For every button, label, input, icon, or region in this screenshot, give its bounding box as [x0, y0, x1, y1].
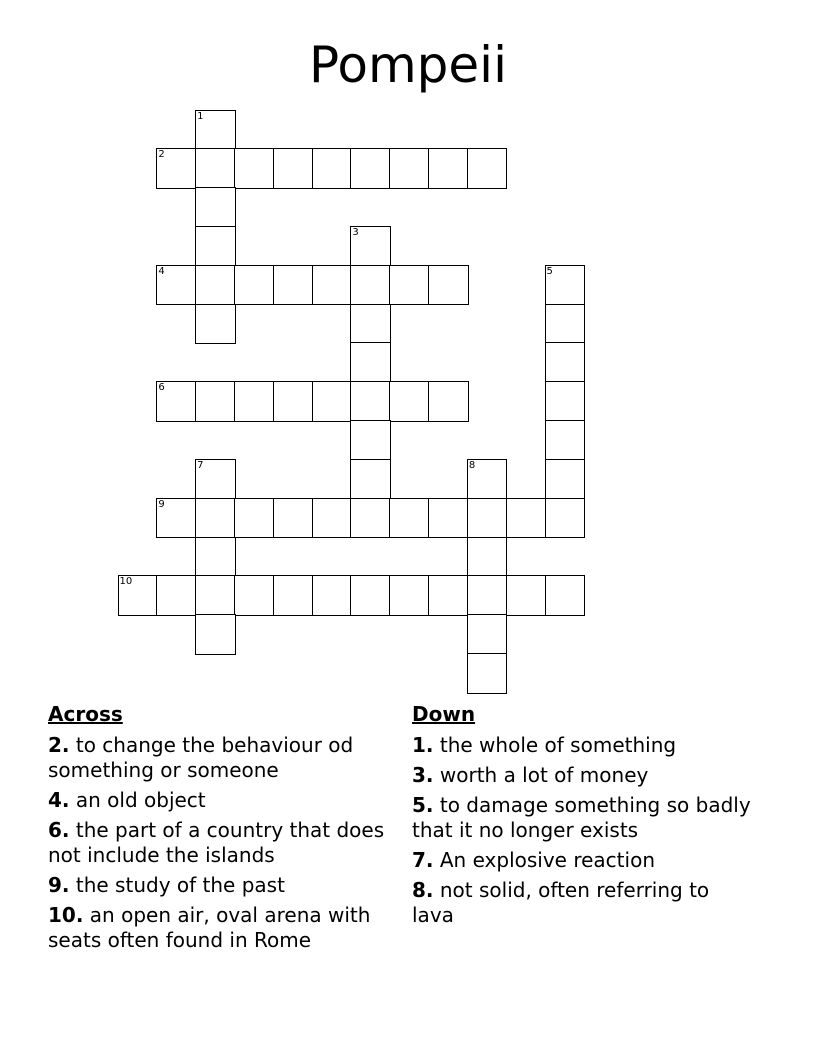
crossword-cell[interactable]	[428, 575, 469, 616]
crossword-cell[interactable]	[156, 498, 197, 539]
cell-number: 4	[158, 265, 165, 277]
crossword-cell[interactable]	[428, 498, 469, 539]
crossword-cell[interactable]	[506, 575, 547, 616]
crossword-cell[interactable]	[195, 265, 236, 306]
crossword-cell[interactable]	[195, 304, 236, 345]
crossword-cell[interactable]	[350, 148, 391, 189]
clue-number: 5.	[412, 793, 434, 817]
crossword-cell[interactable]	[234, 381, 275, 422]
crossword-cell[interactable]	[389, 148, 430, 189]
clue-number: 7.	[412, 848, 434, 872]
crossword-cell[interactable]	[195, 110, 236, 151]
crossword-cell[interactable]	[389, 381, 430, 422]
cell-number: 5	[546, 265, 553, 277]
crossword-cell[interactable]	[195, 381, 236, 422]
crossword-cell[interactable]	[545, 575, 586, 616]
crossword-cell[interactable]	[312, 498, 353, 539]
crossword-cell[interactable]	[467, 653, 508, 694]
down-heading: Down	[412, 702, 476, 726]
crossword-cell[interactable]	[156, 265, 197, 306]
crossword-cell[interactable]	[467, 148, 508, 189]
crossword-cell[interactable]	[195, 614, 236, 655]
clue-text: an open air, oval arena with seats often found in Rome	[48, 903, 371, 952]
crossword-cell[interactable]	[506, 498, 547, 539]
crossword-cell[interactable]	[545, 498, 586, 539]
crossword-cell[interactable]	[195, 537, 236, 578]
clue-number: 4.	[48, 788, 70, 812]
clue-text: the part of a country that does not include the islands	[48, 818, 385, 867]
clue-across-4	[48, 788, 410, 813]
clue-text: the whole of something	[439, 733, 677, 757]
clue-number: 10.	[48, 903, 84, 927]
clue-number: 9.	[48, 873, 70, 897]
across-heading: Across	[48, 702, 123, 726]
crossword-cell[interactable]	[467, 459, 508, 500]
clue-number: 1.	[412, 733, 434, 757]
crossword-cell[interactable]	[195, 575, 236, 616]
clue-text: the study of the past	[75, 873, 285, 897]
crossword-cell[interactable]	[195, 226, 236, 267]
clue-number: 2.	[48, 733, 70, 757]
crossword-cell[interactable]	[467, 614, 508, 655]
clue-down-3	[412, 763, 752, 788]
crossword-cell[interactable]	[467, 498, 508, 539]
crossword-cell[interactable]	[350, 420, 391, 461]
crossword-cell[interactable]	[195, 498, 236, 539]
crossword-cell[interactable]	[389, 265, 430, 306]
cell-number: 8	[468, 459, 476, 471]
crossword-cell[interactable]	[350, 342, 391, 383]
puzzle-title: Pompeii	[309, 36, 507, 94]
clue-text: not solid, often referring to lava	[412, 878, 710, 927]
crossword-cell[interactable]	[273, 265, 314, 306]
crossword-cell[interactable]	[350, 575, 391, 616]
clue-across-6	[48, 818, 410, 868]
crossword-cell[interactable]	[428, 148, 469, 189]
clue-across-2	[48, 733, 410, 783]
crossword-cell[interactable]	[234, 265, 275, 306]
crossword-cell[interactable]	[350, 498, 391, 539]
clue-across-9	[48, 873, 410, 898]
crossword-cell[interactable]	[545, 342, 586, 383]
crossword-cell[interactable]	[467, 537, 508, 578]
clue-number: 3.	[412, 763, 434, 787]
clue-down-8	[412, 878, 752, 928]
clue-text: worth a lot of money	[439, 763, 649, 787]
crossword-cell[interactable]	[156, 148, 197, 189]
cell-number: 3	[352, 226, 359, 238]
crossword-cell[interactable]	[428, 265, 469, 306]
crossword-cell[interactable]	[467, 575, 508, 616]
cell-number: 9	[158, 498, 165, 510]
crossword-cell[interactable]	[234, 575, 275, 616]
clue-across-10	[48, 903, 410, 953]
clue-down-5	[412, 793, 752, 843]
crossword-cell[interactable]	[545, 265, 586, 306]
crossword-cell[interactable]	[195, 187, 236, 228]
crossword-cell[interactable]	[350, 265, 391, 306]
crossword-cell[interactable]	[545, 420, 586, 461]
crossword-cell[interactable]	[234, 148, 275, 189]
crossword-cell[interactable]	[273, 498, 314, 539]
crossword-cell[interactable]	[428, 381, 469, 422]
crossword-cell[interactable]	[273, 381, 314, 422]
crossword-cell[interactable]	[312, 381, 353, 422]
clue-text: to change the behaviour od something or someone	[48, 733, 354, 782]
cell-number: 7	[197, 459, 204, 471]
crossword-cell[interactable]	[545, 459, 586, 500]
clue-down-1	[412, 733, 752, 758]
crossword-cell[interactable]	[156, 575, 197, 616]
crossword-cell[interactable]	[312, 148, 353, 189]
crossword-cell[interactable]	[312, 265, 353, 306]
clue-number: 8.	[412, 878, 434, 902]
cell-number: 2	[158, 149, 165, 161]
clue-text: An explosive reaction	[439, 848, 655, 872]
crossword-cell[interactable]	[389, 575, 430, 616]
crossword-cell[interactable]	[545, 304, 586, 345]
clue-down-7	[412, 848, 752, 873]
crossword-cell[interactable]	[350, 226, 391, 267]
crossword-cell[interactable]	[312, 575, 353, 616]
down-clues	[412, 702, 752, 933]
clue-number: 6.	[48, 818, 70, 842]
crossword-cell[interactable]	[545, 381, 586, 422]
crossword-cell[interactable]	[195, 459, 236, 500]
crossword-cell[interactable]	[273, 575, 314, 616]
crossword-cell[interactable]	[118, 575, 159, 616]
cell-number: 6	[158, 382, 165, 394]
crossword-cell[interactable]	[350, 381, 391, 422]
across-clues	[48, 702, 410, 958]
cell-number: 1	[197, 110, 204, 122]
crossword-cell[interactable]	[350, 459, 391, 500]
crossword-cell[interactable]	[389, 498, 430, 539]
clue-text: to damage something so badly that it no longer exists	[412, 793, 751, 842]
crossword-cell[interactable]	[195, 148, 236, 189]
crossword-cell[interactable]	[234, 498, 275, 539]
cell-number: 10	[119, 576, 133, 588]
crossword-cell[interactable]	[273, 148, 314, 189]
crossword-cell[interactable]	[156, 381, 197, 422]
clue-text: an old object	[75, 788, 206, 812]
crossword-cell[interactable]	[350, 304, 391, 345]
